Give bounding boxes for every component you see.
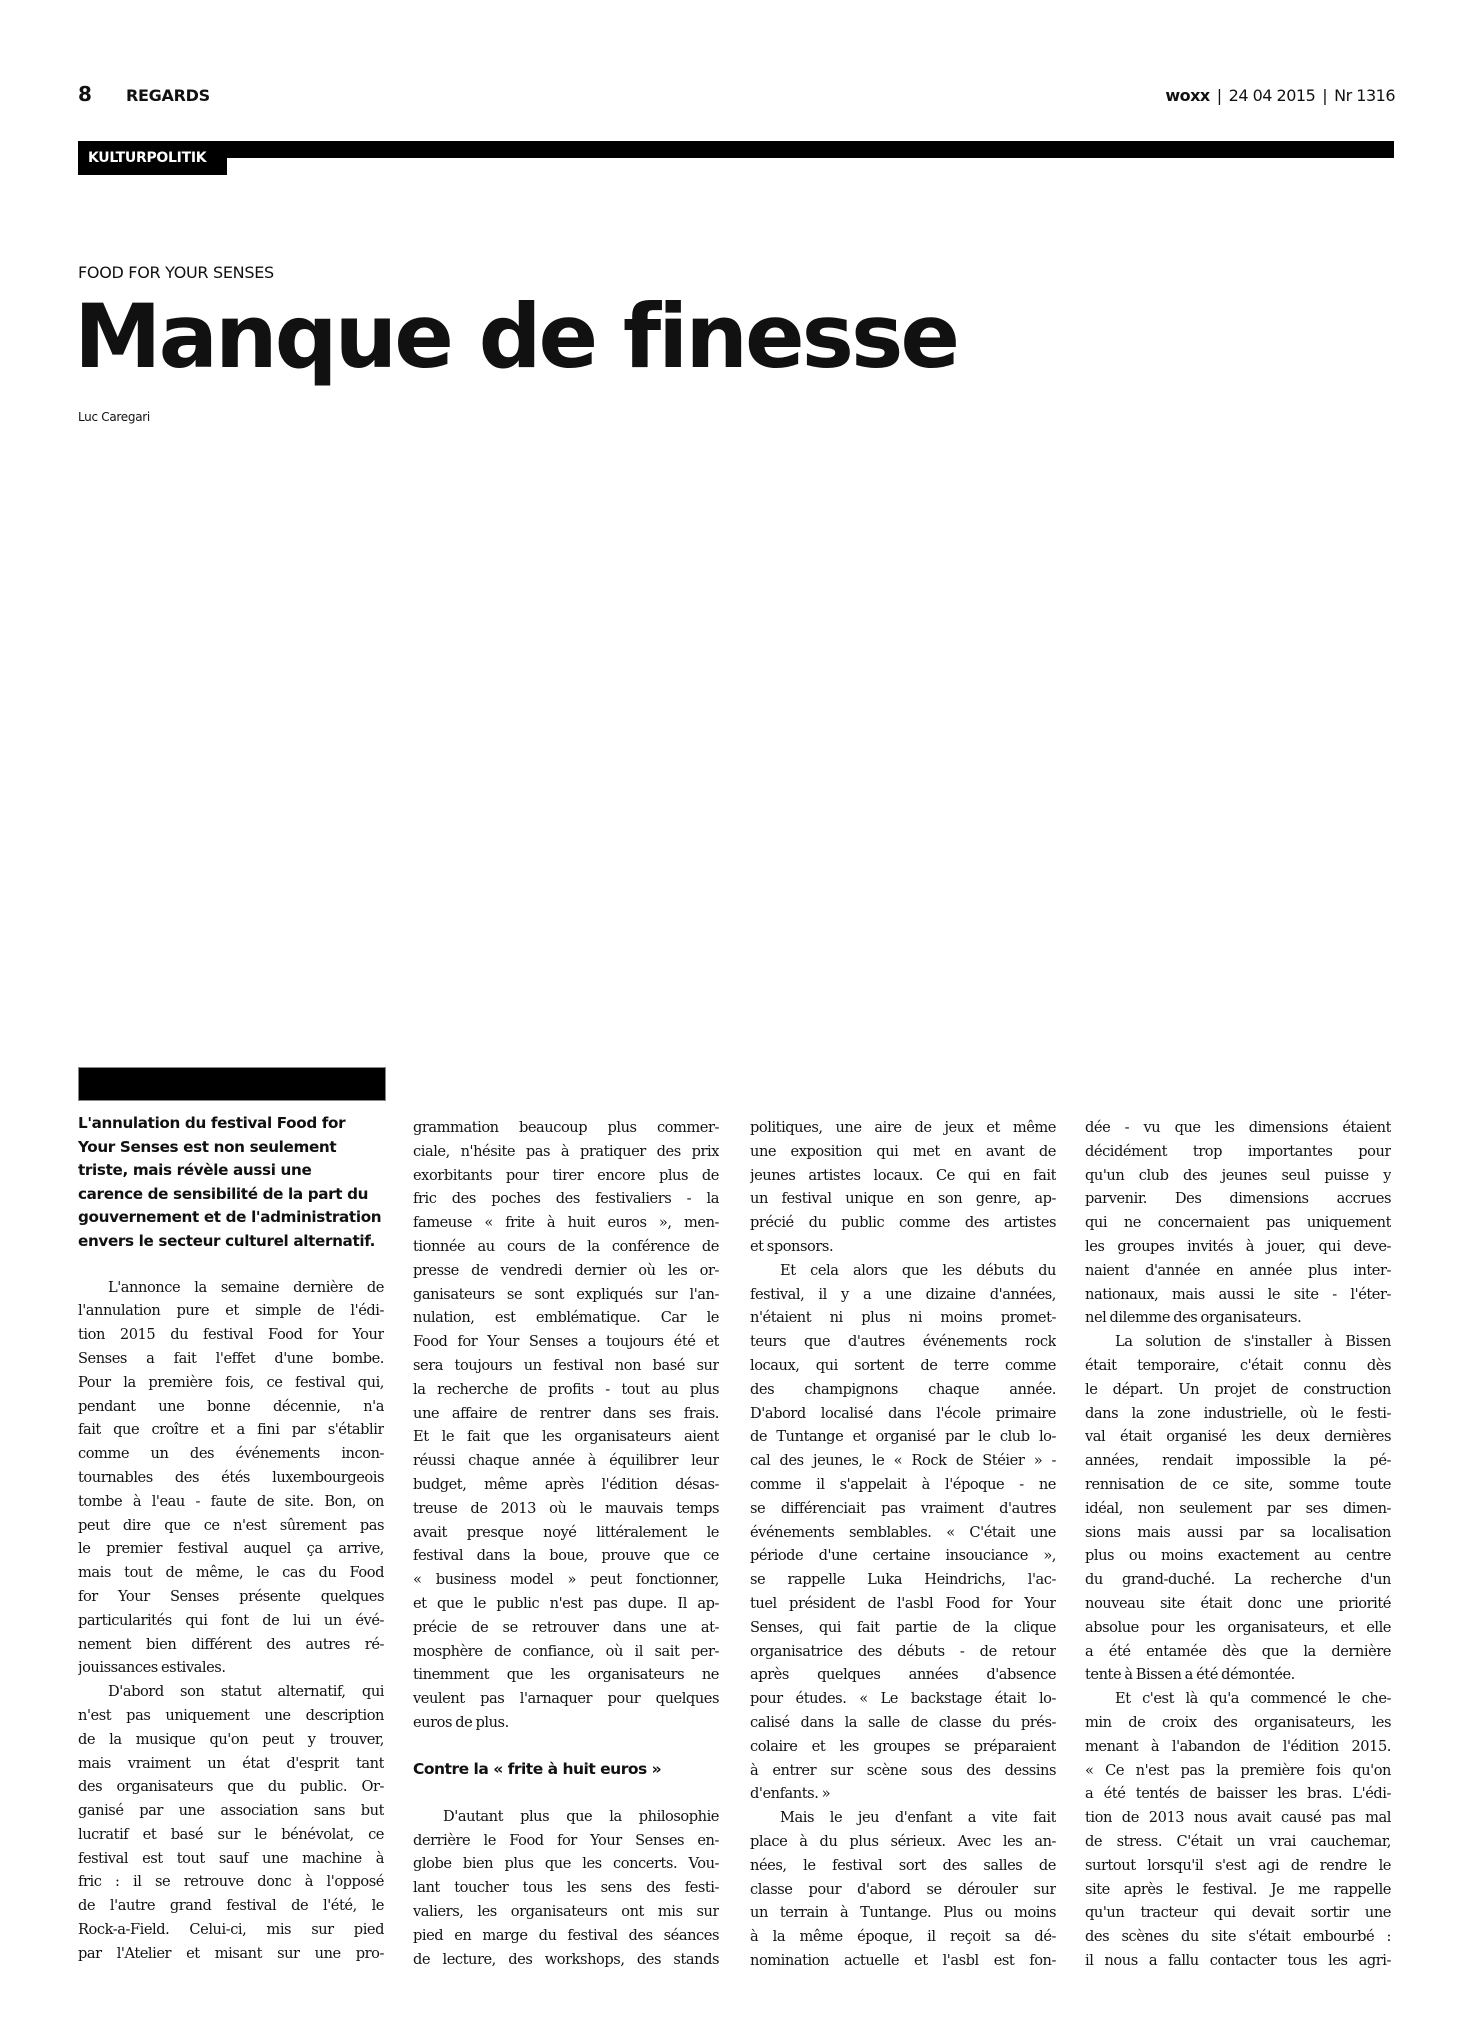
text-line: et sponsors.: [750, 1237, 834, 1255]
text-line: pour études. « Le backstage était lo-: [750, 1690, 1056, 1708]
text-line: classe pour d'abord se dérouler sur: [750, 1880, 1056, 1898]
text-line: festival, il y a une dizaine d'années,: [750, 1285, 1056, 1303]
text-line: absolue pour les organisateurs, et elle: [1085, 1618, 1391, 1636]
text-line: a été tentés de baisser les bras. L'édi-: [1085, 1785, 1391, 1803]
rubric-label: KULTURPOLITIK: [78, 141, 227, 175]
text-line: D'abord localisé dans l'école primaire: [750, 1404, 1056, 1422]
separator: |: [1322, 86, 1328, 105]
text-line: nationaux, mais aussi le site - l'éter-: [1085, 1285, 1391, 1303]
text-line: après quelques années d'absence: [750, 1666, 1056, 1684]
column-body: [1085, 1116, 1391, 1973]
text-line: grammation beaucoup plus commer-: [413, 1119, 719, 1136]
text-line: qu'un tracteur qui devait sortir une: [1085, 1904, 1391, 1922]
text-line: D'autant plus que la philosophie: [443, 1807, 719, 1825]
text-line: mais tout de même, le cas du Food: [78, 1564, 384, 1582]
text-line: tion de 2013 nous avait causé pas mal: [1085, 1809, 1391, 1827]
page-number: 8: [78, 82, 92, 106]
column-body: [413, 1116, 719, 1735]
text-line: de Tuntange et organisé par le club lo-: [750, 1428, 1056, 1446]
text-line: pendant une bonne décennie, n'a: [78, 1397, 384, 1415]
text-line: le premier festival auquel ça arrive,: [78, 1540, 384, 1558]
text-line: qui ne concernaient pas uniquement: [1085, 1214, 1391, 1232]
rubric-rule: [78, 141, 1394, 158]
text-line: à entrer sur scène sous des dessins: [750, 1761, 1056, 1779]
text-line: tombe à l'eau - faute de site. Bon, on: [78, 1492, 384, 1510]
text-line: idéal, non seulement par ses dimen-: [1085, 1499, 1391, 1517]
text-line: dans la zone industrielle, où le festi-: [1085, 1404, 1391, 1422]
text-line: jeunes artistes locaux. Ce qui en fait: [750, 1166, 1056, 1184]
separator: |: [1216, 86, 1222, 105]
text-line: globe bien plus que les concerts. Vou-: [413, 1855, 719, 1873]
text-line: par l'Atelier et misant sur une pro-: [78, 1944, 384, 1962]
text-line: L'annonce la semaine dernière de: [108, 1278, 384, 1296]
text-line: tente à Bissen a été démontée.: [1085, 1666, 1295, 1684]
text-line: il nous a fallu contacter tous les agri-: [1085, 1951, 1391, 1969]
text-line: colaire et les groupes se préparaient: [750, 1737, 1056, 1755]
text-line: site après le festival. Je me rappelle: [1085, 1880, 1391, 1898]
lead-line: envers le secteur culturel alternatif.: [78, 1231, 376, 1250]
text-line: sions mais aussi par sa localisation: [1085, 1523, 1391, 1541]
text-line: de lecture, des workshops, des stands: [413, 1950, 719, 1968]
article-kicker: FOOD FOR YOUR SENSES: [78, 263, 274, 282]
text-line: Et cela alors que les débuts du: [780, 1261, 1056, 1279]
text-line: d'enfants. »: [750, 1785, 831, 1803]
text-line: Rock-a-Field. Celui-ci, mis sur pied: [78, 1921, 384, 1939]
caption-bar: [78, 1067, 386, 1101]
text-line: à la même époque, il reçoit sa dé-: [750, 1928, 1056, 1946]
text-line: place à du plus sérieux. Avec les an-: [750, 1832, 1056, 1850]
text-line: comme il s'appelait à l'époque - ne: [750, 1475, 1056, 1493]
text-line: réussi chaque année à équilibrer leur: [413, 1452, 719, 1470]
text-line: comme un des événements incon-: [78, 1445, 384, 1463]
article-headline: Manque de finesse: [74, 285, 958, 388]
issue-date: 24 04 2015: [1228, 86, 1316, 105]
text-line: événements semblables. « C'était une: [750, 1523, 1056, 1541]
text-line: précie de se retrouver dans une at-: [413, 1618, 719, 1636]
text-line: fameuse « frite à huit euros », men-: [413, 1214, 719, 1232]
text-line: surtout lorsqu'il s'est agi de rendre le: [1085, 1856, 1391, 1874]
text-line: de l'autre grand festival de l'été, le: [78, 1897, 384, 1915]
text-line: val était organisé les deux dernières: [1085, 1428, 1391, 1446]
text-line: valiers, les organisateurs ont mis sur: [413, 1902, 719, 1920]
issue-info: [1165, 86, 1395, 105]
text-line: nement bien différent des autres ré-: [78, 1635, 384, 1653]
text-line: tion 2015 du festival Food for Your: [78, 1326, 384, 1344]
text-line: une affaire de rentrer dans ses frais.: [413, 1404, 719, 1422]
text-line: budget, même après l'édition désas-: [413, 1475, 719, 1493]
text-line: teurs que d'autres événements rock: [750, 1333, 1056, 1351]
column-body: [413, 1805, 719, 1972]
section-name: REGARDS: [126, 86, 210, 105]
text-line: « business model » peut fonctionner,: [413, 1571, 719, 1589]
text-line: festival dans la boue, prouve que ce: [413, 1547, 719, 1565]
text-line: des organisateurs que du public. Or-: [78, 1778, 384, 1796]
text-line: Et le fait que les organisateurs aient: [413, 1428, 719, 1446]
text-line: sera toujours un festival non basé sur: [413, 1356, 719, 1374]
text-line: Pour la première fois, ce festival qui,: [78, 1373, 384, 1391]
text-line: treuse de 2013 où le mauvais temps: [413, 1499, 719, 1517]
lead-line: carence de sensibilité de la part du: [78, 1184, 369, 1203]
lead-line: Your Senses est non seulement: [78, 1137, 337, 1156]
text-line: le départ. Un projet de construction: [1085, 1380, 1391, 1398]
text-line: fric des poches des festivaliers - la: [413, 1190, 719, 1208]
text-line: D'abord son statut alternatif, qui: [108, 1683, 384, 1701]
text-line: n'est pas uniquement une description: [78, 1706, 384, 1724]
text-line: nulation, est emblématique. Car le: [413, 1309, 719, 1327]
text-line: rennisation de ce site, somme toute: [1085, 1475, 1391, 1493]
text-line: ganisé par une association sans but: [78, 1802, 384, 1820]
lead-line: triste, mais révèle aussi une: [78, 1161, 312, 1180]
text-line: naient d'année en année plus inter-: [1085, 1261, 1391, 1279]
text-line: Et c'est là qu'a commencé le che-: [1115, 1690, 1391, 1708]
text-line: des scènes du site s'était embourbé :: [1085, 1928, 1391, 1946]
text-line: calisé dans la salle de classe du prés-: [750, 1713, 1056, 1731]
text-line: du grand-duché. La recherche d'un: [1085, 1571, 1391, 1589]
text-line: plus ou moins exactement au centre: [1085, 1547, 1391, 1565]
text-line: tionnée au cours de la conférence de: [413, 1237, 719, 1255]
text-line: mosphère de confiance, où il sait per-: [413, 1642, 719, 1660]
article-column-1: [78, 1112, 384, 1966]
article-column-2: [413, 1116, 719, 1971]
text-line: locaux, qui sortent de terre comme: [750, 1356, 1056, 1374]
text-line: décidément trop importantes pour: [1085, 1142, 1391, 1160]
text-line: avait presque noyé littéralement le: [413, 1523, 719, 1541]
text-line: politiques, une aire de jeux et même: [750, 1119, 1056, 1136]
text-line: tuel président de l'asbl Food for Your: [750, 1594, 1056, 1612]
text-line: des champignons chaque année.: [750, 1380, 1056, 1398]
text-line: et que le public n'est pas dupe. Il ap-: [413, 1594, 719, 1612]
text-line: euros de plus.: [413, 1713, 509, 1731]
text-line: de stress. C'était un vrai cauchemar,: [1085, 1832, 1391, 1850]
article-column-3: [750, 1116, 1056, 1973]
text-line: « Ce n'est pas la première fois qu'on: [1085, 1761, 1391, 1779]
text-line: n'étaient ni plus ni moins promet-: [750, 1309, 1056, 1327]
text-line: pied en marge du festival des séances: [413, 1926, 719, 1944]
column-body: [750, 1116, 1056, 1973]
article-column-4: [1085, 1116, 1391, 1973]
issue-number: Nr 1316: [1334, 86, 1395, 105]
text-line: précié du public comme des artistes: [750, 1214, 1056, 1232]
text-line: l'annulation pure et simple de l'édi-: [78, 1302, 384, 1320]
text-line: lant toucher tous les sens des festi-: [413, 1879, 719, 1897]
text-line: jouissances estivales.: [78, 1659, 226, 1677]
text-line: derrière le Food for Your Senses en-: [413, 1831, 719, 1849]
text-line: les groupes invités à jouer, qui deve-: [1085, 1237, 1391, 1255]
text-line: lucratif et basé sur le bénévolat, ce: [78, 1825, 384, 1843]
text-line: de la musique qu'on peut y trouver,: [78, 1730, 384, 1748]
text-line: Food for Your Senses a toujours été et: [413, 1333, 719, 1351]
text-line: veulent pas l'arnaquer pour quelques: [413, 1690, 719, 1708]
text-line: cal des jeunes, le « Rock de Stéier » -: [750, 1452, 1056, 1470]
text-line: ganisateurs se sont expliqués sur l'an-: [413, 1285, 719, 1303]
lead-line: L'annulation du festival Food for: [78, 1114, 346, 1132]
text-line: min de croix des organisateurs, les: [1085, 1713, 1391, 1731]
text-line: tinemment que les organisateurs ne: [413, 1666, 719, 1684]
text-line: fric : il se retrouve donc à l'opposé: [78, 1873, 384, 1891]
text-line: a été entamée dès que la dernière: [1085, 1642, 1391, 1660]
text-line: particularités qui font de lui un évé-: [78, 1611, 384, 1629]
text-line: nel dilemme des organisateurs.: [1085, 1309, 1302, 1327]
text-line: se rappelle Luka Heindrichs, l'ac-: [750, 1571, 1056, 1589]
text-line: menant à l'abandon de l'édition 2015.: [1085, 1737, 1391, 1755]
text-line: festival est tout sauf une machine à: [78, 1849, 384, 1867]
text-line: la recherche de profits - tout au plus: [413, 1380, 719, 1398]
text-line: organisatrice des débuts - de retour: [750, 1642, 1056, 1660]
text-line: Senses a fait l'effet d'une bombe.: [78, 1349, 384, 1367]
text-line: période d'une certaine insouciance »,: [750, 1547, 1056, 1565]
text-line: La solution de s'installer à Bissen: [1115, 1333, 1391, 1351]
text-line: for Your Senses présente quelques: [78, 1587, 384, 1605]
column-body: [78, 1276, 384, 1966]
lead-line: gouvernement et de l'administration: [78, 1208, 382, 1227]
text-line: un terrain à Tuntange. Plus ou moins: [750, 1904, 1056, 1922]
text-line: ciale, n'hésite pas à pratiquer des prix: [413, 1142, 719, 1160]
text-line: fait que croître et a fini par s'établir: [78, 1421, 384, 1439]
text-line: nomination actuelle et l'asbl est fon-: [750, 1951, 1056, 1969]
text-line: nouveau site était donc une priorité: [1085, 1594, 1391, 1612]
text-line: parvenir. Des dimensions accrues: [1085, 1190, 1391, 1208]
text-line: presse de vendredi dernier où les or-: [413, 1261, 719, 1279]
text-line: une exposition qui met en avant de: [750, 1142, 1056, 1160]
text-line: peut dire que ce n'est sûrement pas: [78, 1516, 384, 1534]
text-line: Mais le jeu d'enfant a vite fait: [780, 1809, 1056, 1827]
text-line: tournables des étés luxembourgeois: [78, 1468, 384, 1486]
text-line: un festival unique en son genre, ap-: [750, 1190, 1056, 1208]
text-line: exorbitants pour tirer encore plus de: [413, 1166, 719, 1184]
article-subheading: Contre la « frite à huit euros »: [413, 1759, 662, 1778]
text-line: était temporaire, c'était connu dès: [1085, 1356, 1391, 1374]
text-line: se différenciait pas vraiment d'autres: [750, 1499, 1056, 1517]
publication-name: woxx: [1165, 86, 1210, 105]
article-lead: [78, 1112, 384, 1254]
text-line: dée - vu que les dimensions étaient: [1085, 1119, 1391, 1136]
text-line: années, rendait impossible la pé-: [1085, 1452, 1391, 1470]
article-byline: Luc Caregari: [78, 410, 150, 424]
text-line: qu'un club des jeunes seul puisse y: [1085, 1166, 1391, 1184]
text-line: nées, le festival sort des salles de: [750, 1856, 1056, 1874]
text-line: mais vraiment un état d'esprit tant: [78, 1754, 384, 1772]
text-line: Senses, qui fait partie de la clique: [750, 1618, 1056, 1636]
